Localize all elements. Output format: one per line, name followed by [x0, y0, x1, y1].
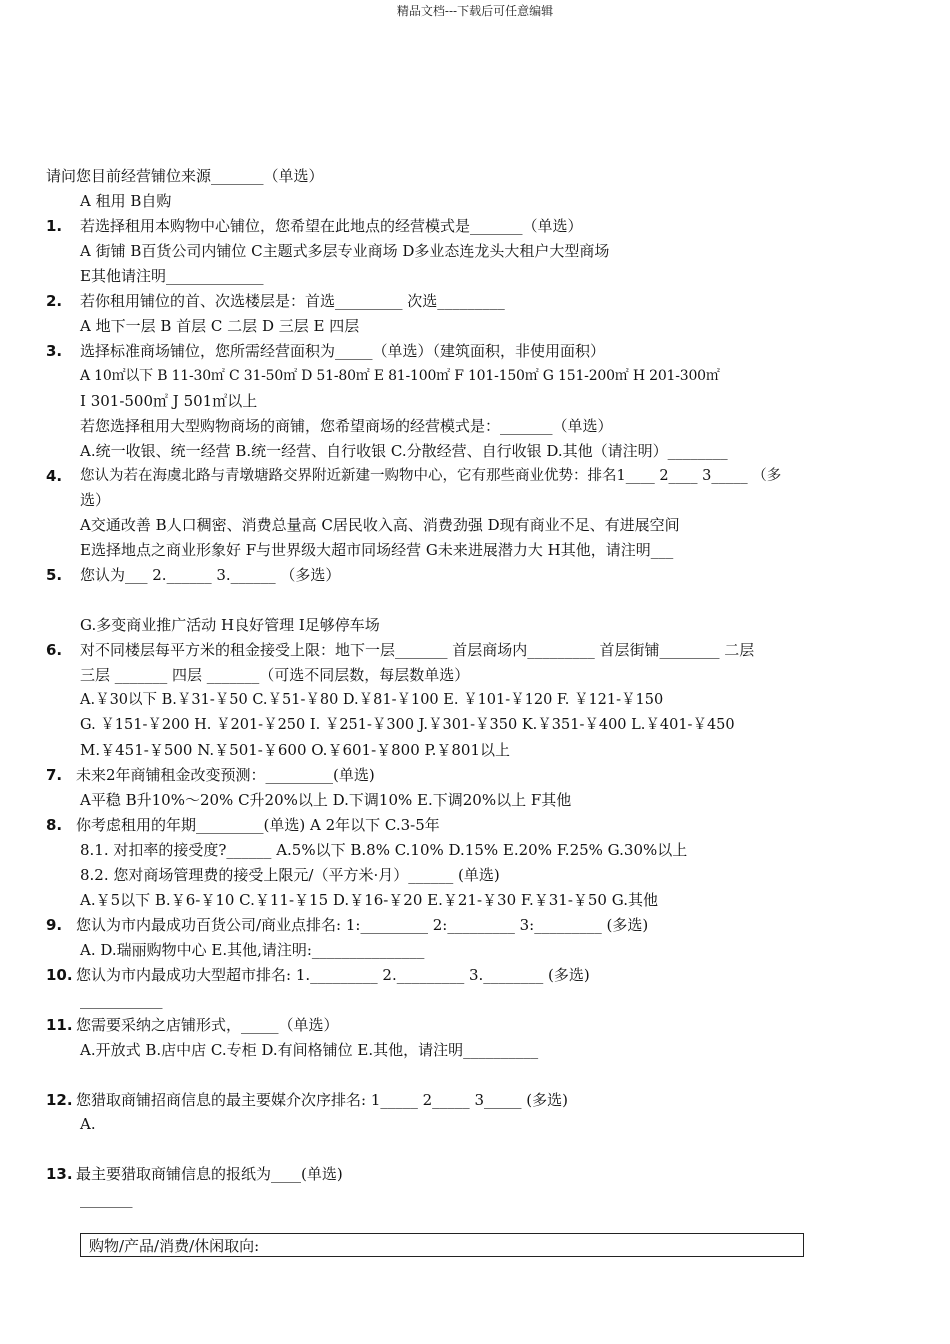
page-header: 精品文档---下载后可任意编辑: [396, 4, 554, 18]
q10-blank: ___________: [80, 991, 163, 1009]
q3-options-row1: A 10㎡以下 B 11-30㎡ C 31-50㎡ D 51-80㎡ E 81-100㎡ F 101-150㎡ G 151-200㎡ H 201-300㎡: [80, 368, 720, 384]
q6-options-row1: A.￥30以下 B.￥31-￥50 C.￥51-￥80 D.￥81-￥100 E. ￥101-￥120 F. ￥121-￥150: [80, 692, 664, 708]
q12-options: A.: [80, 1115, 96, 1133]
q7-options: A平稳 B升10%～20% C升20%以上 D.下调10% E.下调20%以上 F其他: [80, 791, 572, 809]
q9-text: 您认为市内最成功百货公司/商业点排名: 1:_________ 2:_________ 3:_________ (多选): [76, 916, 649, 934]
q6-number: 6.: [46, 641, 63, 659]
q5-options: G.多变商业推广活动 H良好管理 I足够停车场: [80, 616, 380, 634]
q4-options-row2: E选择地点之商业形象好 F与世界级大超市同场经营 G未来进展潜力大 H其他，请注明___: [80, 541, 674, 559]
q13-blank: _______: [80, 1190, 133, 1208]
q1-other: E其他请注明_____________: [80, 267, 264, 285]
q8-2-options: A.￥5以下 B.￥6-￥10 C.￥11-￥15 D.￥16-￥20 E.￥21-￥30 F.￥31-￥50 G.其他: [80, 891, 658, 909]
q12-text: 您猎取商铺招商信息的最主要媒介次序排名: 1_____ 2_____ 3_____ (多选): [76, 1091, 568, 1109]
q6-text-cont: 三层 _______ 四层 _______（可选不同层数，每层数单选）: [80, 666, 470, 684]
q12-number: 12.: [46, 1091, 73, 1109]
q6-text: 对不同楼层每平方米的租金接受上限：地下一层_______ 首层商场内_________ 首层街铺________ 二层: [80, 641, 755, 659]
q2-number: 2.: [46, 292, 63, 310]
q5-number: 5.: [46, 566, 63, 584]
q6-options-row3: M.￥451-￥500 N.￥501-￥600 O.￥601-￥800 P.￥801以上: [80, 741, 510, 759]
q5-text: 您认为___ 2.______ 3.______ （多选）: [80, 566, 341, 584]
q9-number: 9.: [46, 916, 63, 934]
q8-1-text: 8.1. 对扣率的接受度?______ A.5%以下 B.8% C.10% D.15% E.20% F.25% G.30%以上: [80, 841, 688, 859]
q11-options: A.开放式 B.店中店 C.专柜 D.有间格铺位 E.其他，请注明__________: [80, 1041, 539, 1059]
q10-number: 10.: [46, 966, 73, 984]
q4-text: 您认为若在海虞北路与青墩塘路交界附近新建一购物中心，它有那些商业优势：排名1____ 2____ 3_____ （多: [80, 468, 782, 484]
q2-text: 若你租用铺位的首、次选楼层是：首选_________ 次选_________: [80, 292, 505, 310]
shopping-orientation-box: [80, 1233, 804, 1257]
q2-options: A 地下一层 B 首层 C 二层 D 三层 E 四层: [80, 317, 360, 335]
q8-2-text: 8.2. 您对商场管理费的接受上限元/（平方米·月）______ (单选): [80, 866, 500, 884]
q13-text: 最主要猎取商铺信息的报纸为____(单选): [76, 1165, 343, 1183]
q13-number: 13.: [46, 1165, 73, 1183]
q3-text: 选择标准商场铺位，您所需经营面积为_____（单选）（建筑面积，非使用面积）: [80, 342, 606, 360]
q6-options-row2: G. ￥151-￥200 H. ￥201-￥250 I. ￥251-￥300 J.￥301-￥350 K.￥351-￥400 L.￥401-￥450: [80, 717, 735, 733]
q11-number: 11.: [46, 1016, 73, 1034]
q10-text: 您认为市内最成功大型超市排名: 1._________ 2._________ 3.________ (多选): [76, 966, 590, 984]
q4-options-row1: A交通改善 B人口稠密、消费总量高 C居民收入高、消费劲强 D现有商业不足、有进展空间: [80, 516, 680, 534]
q7-text: 未来2年商铺租金改变预测：_________(单选): [76, 766, 375, 784]
intro-options: A 租用 B自购: [80, 192, 172, 210]
q4-text-cont: 选）: [80, 491, 111, 509]
shopping-orientation-label: 购物/产品/消费/休闲取向:: [89, 1237, 260, 1255]
q1-options: A 街铺 B百货公司内铺位 C主题式多层专业商场 D多业态连龙头大租户大型商场: [80, 242, 610, 260]
q9-options: A. D.瑞丽购物中心 E.其他,请注明:_______________: [80, 941, 425, 959]
q1-text: 若选择租用本购物中心铺位，您希望在此地点的经营模式是_______（单选）: [80, 217, 583, 235]
q8-text: 你考虑租用的年期_________(单选) A 2年以下 C.3-5年: [76, 816, 440, 834]
q3b-options: A.统一收银、统一经营 B.统一经营、自行收银 C.分散经营、自行收银 D.其他（请注明）________: [80, 442, 728, 460]
q3b-text: 若您选择租用大型购物商场的商铺，您希望商场的经营模式是：_______（单选）: [80, 417, 613, 435]
q8-number: 8.: [46, 816, 63, 834]
intro-question: 请问您目前经营铺位来源_______（单选）: [46, 167, 324, 185]
q7-number: 7.: [46, 766, 63, 784]
q4-number: 4.: [46, 467, 63, 485]
q11-text: 您需要采纳之店铺形式，_____（单选）: [76, 1016, 339, 1034]
q3-options-row2: I 301-500㎡ J 501㎡以上: [80, 392, 258, 410]
q3-number: 3.: [46, 342, 63, 360]
q1-number: 1.: [46, 217, 63, 235]
